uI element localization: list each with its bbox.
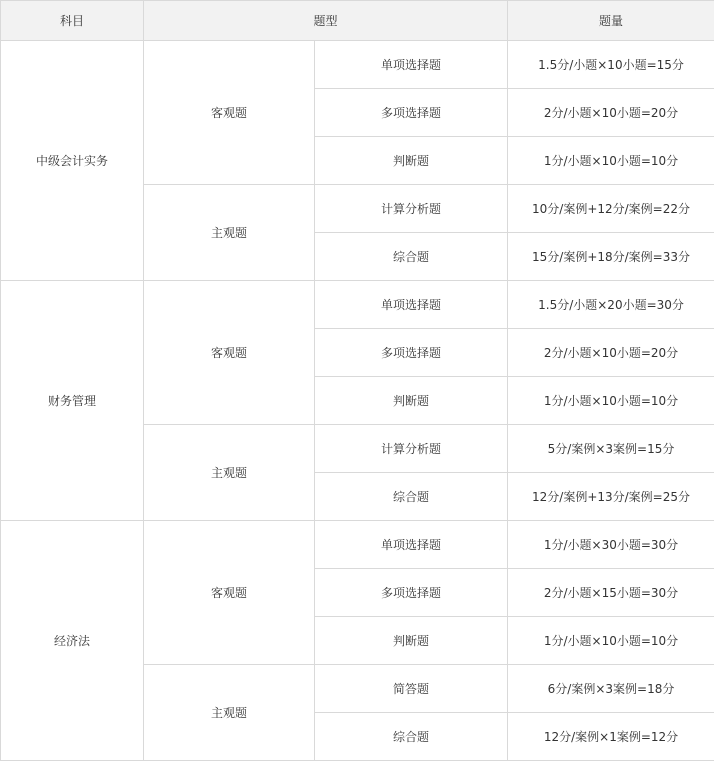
score-cell: 1.5分/小题×20小题=30分 bbox=[508, 281, 714, 329]
type-cell: 多项选择题 bbox=[315, 329, 508, 377]
score-cell: 12分/案例+13分/案例=25分 bbox=[508, 473, 714, 521]
type-cell: 多项选择题 bbox=[315, 89, 508, 137]
type-cell: 判断题 bbox=[315, 137, 508, 185]
table-row bbox=[1, 281, 714, 329]
type-cell: 单项选择题 bbox=[315, 281, 508, 329]
score-cell: 1分/小题×10小题=10分 bbox=[508, 377, 714, 425]
type-cell: 计算分析题 bbox=[315, 185, 508, 233]
score-cell: 2分/小题×10小题=20分 bbox=[508, 89, 714, 137]
type-cell: 综合题 bbox=[315, 233, 508, 281]
category-cell: 主观题 bbox=[144, 185, 315, 281]
type-cell: 多项选择题 bbox=[315, 569, 508, 617]
score-cell: 1分/小题×10小题=10分 bbox=[508, 137, 714, 185]
type-cell: 简答题 bbox=[315, 665, 508, 713]
category-cell: 主观题 bbox=[144, 425, 315, 521]
type-cell: 单项选择题 bbox=[315, 41, 508, 89]
header-score: 题量 bbox=[508, 1, 714, 41]
subject-cell: 财务管理 bbox=[1, 281, 144, 521]
category-cell: 主观题 bbox=[144, 665, 315, 761]
type-cell: 综合题 bbox=[315, 713, 508, 761]
score-cell: 15分/案例+18分/案例=33分 bbox=[508, 233, 714, 281]
category-cell: 客观题 bbox=[144, 281, 315, 425]
score-cell: 12分/案例×1案例=12分 bbox=[508, 713, 714, 761]
type-cell: 判断题 bbox=[315, 617, 508, 665]
category-cell: 客观题 bbox=[144, 521, 315, 665]
table-row bbox=[1, 41, 714, 89]
score-cell: 2分/小题×15小题=30分 bbox=[508, 569, 714, 617]
category-cell: 客观题 bbox=[144, 41, 315, 185]
table-header bbox=[1, 1, 714, 41]
score-cell: 2分/小题×10小题=20分 bbox=[508, 329, 714, 377]
table-body bbox=[1, 41, 714, 761]
score-cell: 10分/案例+12分/案例=22分 bbox=[508, 185, 714, 233]
header-row bbox=[1, 1, 714, 41]
score-cell: 1分/小题×10小题=10分 bbox=[508, 617, 714, 665]
header-question-type: 题型 bbox=[144, 1, 508, 41]
header-subject: 科目 bbox=[1, 1, 144, 41]
score-cell: 5分/案例×3案例=15分 bbox=[508, 425, 714, 473]
score-cell: 6分/案例×3案例=18分 bbox=[508, 665, 714, 713]
type-cell: 计算分析题 bbox=[315, 425, 508, 473]
subject-cell: 经济法 bbox=[1, 521, 144, 761]
subject-cell: 中级会计实务 bbox=[1, 41, 144, 281]
score-cell: 1.5分/小题×10小题=15分 bbox=[508, 41, 714, 89]
type-cell: 综合题 bbox=[315, 473, 508, 521]
score-cell: 1分/小题×30小题=30分 bbox=[508, 521, 714, 569]
type-cell: 判断题 bbox=[315, 377, 508, 425]
table-row bbox=[1, 521, 714, 569]
type-cell: 单项选择题 bbox=[315, 521, 508, 569]
